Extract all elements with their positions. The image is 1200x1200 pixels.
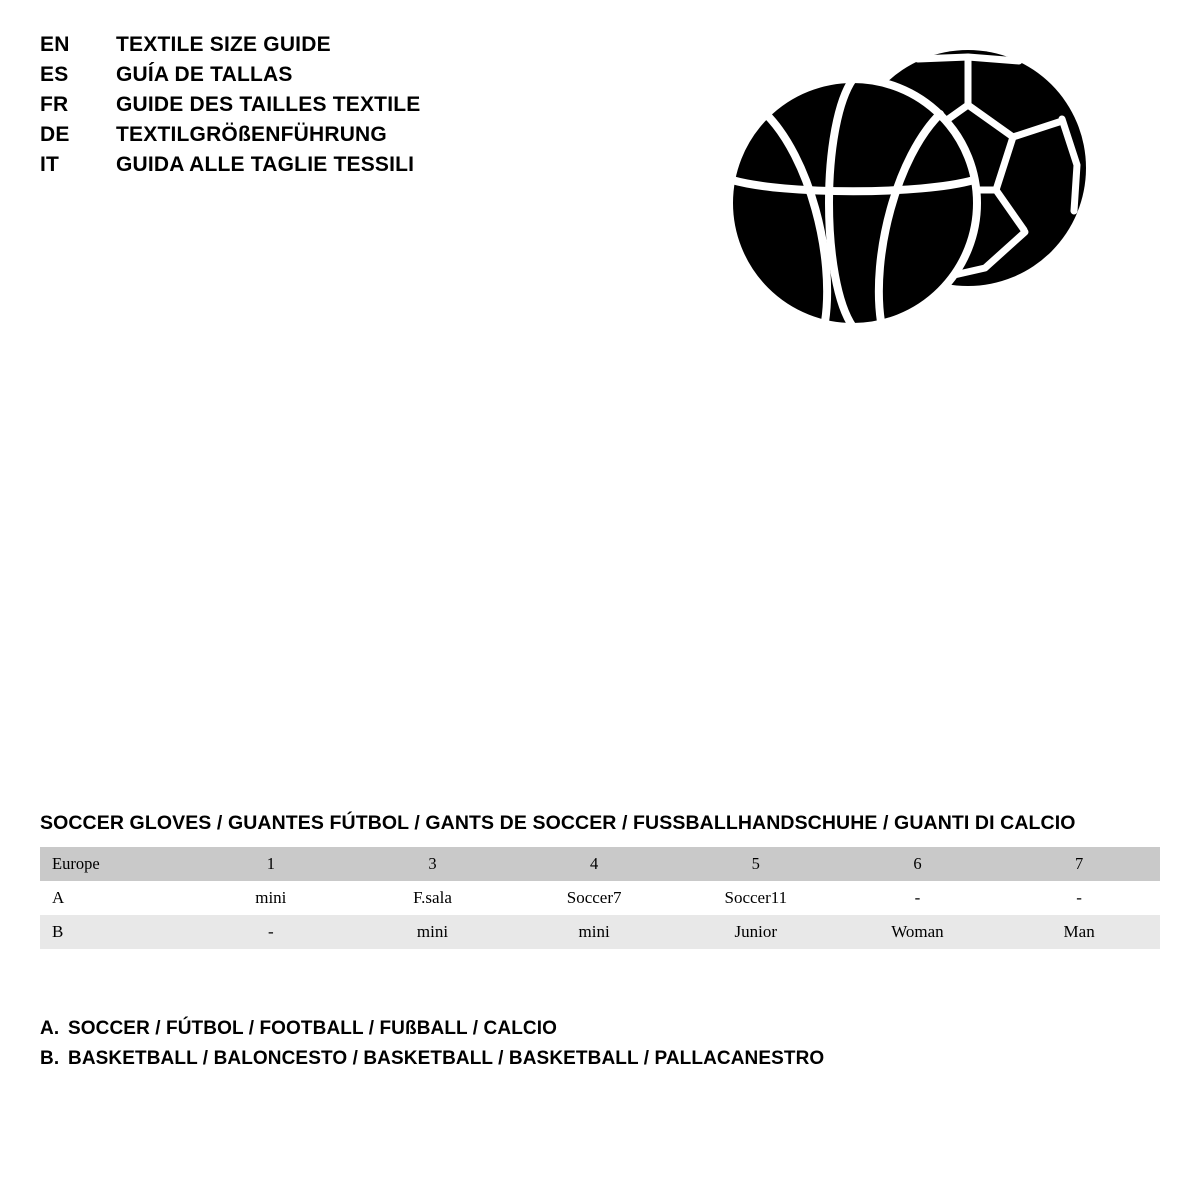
table-cell: F.sala bbox=[413, 888, 452, 907]
language-code: ES bbox=[40, 63, 69, 86]
language-row bbox=[40, 60, 560, 90]
size-table-block bbox=[40, 812, 1160, 949]
table-row-label: B bbox=[40, 915, 190, 949]
language-row bbox=[40, 90, 560, 120]
language-title: TEXTILE SIZE GUIDE bbox=[116, 33, 331, 56]
table-header-cell: 5 bbox=[675, 847, 837, 881]
size-table bbox=[40, 847, 1160, 949]
table-row bbox=[40, 915, 1160, 949]
language-title: GUÍA DE TALLAS bbox=[116, 63, 293, 86]
language-title: TEXTILGRÖßENFÜHRUNG bbox=[116, 123, 387, 146]
table-cell: mini bbox=[513, 915, 675, 949]
language-title: GUIDE DES TAILLES TEXTILE bbox=[116, 93, 421, 116]
footnote-key: B. bbox=[40, 1048, 60, 1069]
table-header-cell: 6 bbox=[837, 847, 999, 881]
table-header-cell: Europe bbox=[40, 847, 190, 881]
table-row-label: A bbox=[52, 888, 65, 907]
footnote-b bbox=[40, 1044, 1140, 1074]
table-cell: Junior bbox=[675, 915, 837, 949]
table-cell: - bbox=[1076, 888, 1082, 907]
table-header-cell: 1 bbox=[190, 847, 352, 881]
language-code: EN bbox=[40, 33, 70, 56]
balls-illustration bbox=[725, 45, 1095, 335]
language-row bbox=[40, 30, 560, 60]
table-header-cell: 4 bbox=[513, 847, 675, 881]
table-cell: - bbox=[914, 888, 921, 907]
language-row bbox=[40, 120, 560, 150]
language-code: IT bbox=[40, 153, 60, 176]
basketball-icon bbox=[729, 79, 977, 327]
table-title: SOCCER GLOVES / GUANTES FÚTBOL / GANTS DE SOCCER / FUSSBALLHANDSCHUHE / GUANTI DI CALCIO bbox=[40, 812, 1076, 834]
table-cell: - bbox=[190, 915, 352, 949]
table-cell: Soccer7 bbox=[566, 888, 622, 907]
language-row bbox=[40, 150, 560, 180]
footnote-key: A. bbox=[40, 1018, 60, 1039]
table-cell: mini bbox=[255, 888, 287, 907]
footnote-text: SOCCER / FÚTBOL / FOOTBALL / FUßBALL / CALCIO bbox=[68, 1018, 557, 1039]
table-cell: Soccer11 bbox=[724, 888, 788, 907]
table-cell: Man bbox=[998, 915, 1160, 949]
table-header-cell: 7 bbox=[998, 847, 1160, 881]
table-row bbox=[40, 881, 1160, 915]
language-title: GUIDA ALLE TAGLIE TESSILI bbox=[116, 153, 415, 176]
language-code: FR bbox=[40, 93, 69, 116]
footnote-text: BASKETBALL / BALONCESTO / BASKETBALL / BASKETBALL / PALLACANESTRO bbox=[68, 1048, 825, 1069]
table-cell: mini bbox=[352, 915, 514, 949]
footnote-a bbox=[40, 1014, 1140, 1044]
language-code: DE bbox=[40, 123, 70, 146]
language-legend bbox=[40, 30, 560, 180]
table-header-row bbox=[40, 847, 1160, 881]
footnotes bbox=[40, 1014, 1140, 1074]
table-cell: Woman bbox=[837, 915, 999, 949]
table-header-cell: 3 bbox=[352, 847, 514, 881]
